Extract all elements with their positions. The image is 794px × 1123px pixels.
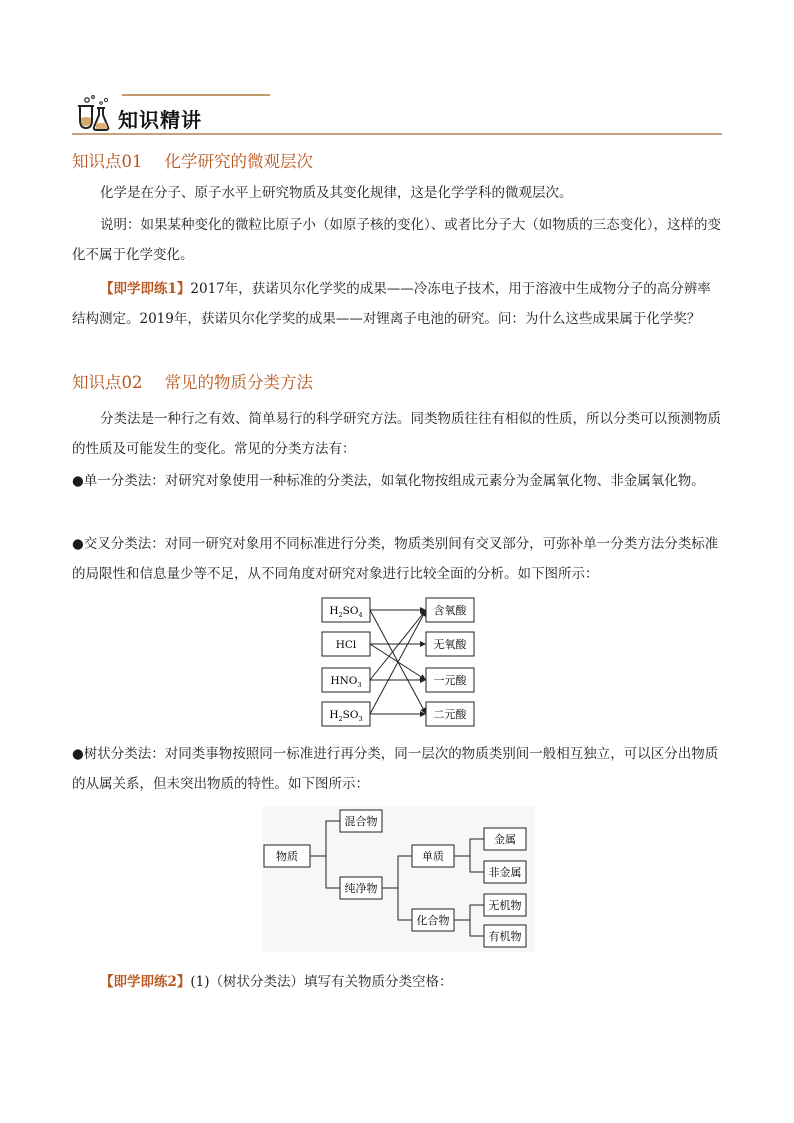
practice1-tag: 【即学即练1】 [100,281,191,297]
tree-classification-diagram [262,806,534,952]
section2-intro: 分类法是一种行之有效、简单易行的科学研究方法。同类物质往往有相似的性质，所以分类可以预测物质的性质及可能发生的变化。常见的分类方法有： [72,411,721,457]
banner-title: 知识精讲 [118,108,202,132]
left3-main: H [329,709,339,721]
left1-main: HCl [335,639,357,651]
right3-label: 二元酸 [433,708,467,721]
cross-right-box-2 [426,668,474,692]
left0-sub1: 2 [338,611,343,619]
cross-left-box-3 [322,702,370,726]
left3-mid: SO [342,709,359,721]
left2-main: HNO [330,675,358,687]
banner-bottom-line [72,133,722,135]
left2-sub2: 3 [357,681,362,689]
cross-right-box-0 [426,598,474,622]
practice1-paragraph [72,274,724,334]
section1-title: 化学研究的微观层次 [164,152,313,171]
tree-level3-0: 金属 [494,833,516,846]
tree-organic-box [484,925,526,947]
cross-right-box-1 [426,632,474,656]
left0-sub2: 4 [358,611,363,619]
right0-label: 含氧酸 [433,604,467,617]
practice1-text: 2017年，获诺贝尔化学奖的成果——冷冻电子技术，用于溶液中生成物分子的高分辨率结构测定。2019年，获诺贝尔化学奖的成果——对锂离子电池的研究。问：为什么这些成果属于化学奖？ [72,281,711,327]
tree-element-box [412,845,454,867]
tree-level1-0: 混合物 [344,815,378,828]
svg-text:H2SO4 [329,605,362,619]
tree-level1-1: 纯净物 [344,882,378,895]
tree-level3-3: 有机物 [488,930,522,943]
section1-paragraph-1: 化学是在分子、原子水平上研究物质及其变化规律，这是化学学科的微观层次。 [100,185,573,201]
practice2-paragraph [72,967,724,997]
left3-sub1: 2 [338,715,343,723]
section1-heading [72,148,313,172]
cross-classification-paragraph: ●交叉分类法：对同一研究对象用不同标准进行分类，物质类别间有交叉部分，可弥补单一分类方法分类标准的局限性和信息量少等不足，从不同角度对研究对象进行比较全面的分析。如下图所示： [72,536,719,582]
practice2-tag: 【即学即练2】 [100,974,191,990]
cross-classification-diagram [318,596,478,730]
tree-classification-paragraph: ●树状分类法：对同类事物按照同一标准进行再分类，同一层次的物质类别间一般相互独立，可以区分出物质的从属关系，但未突出物质的特性。如下图所示： [72,746,719,792]
cross-link-arrowhead [420,641,426,647]
left0-mid: SO [342,605,359,617]
tree-mixture-box [340,810,382,832]
tree-level3-1: 非金属 [488,866,522,879]
svg-text:HNO3 [330,675,361,689]
tree-metal-box [484,828,526,850]
right1-label: 无氧酸 [433,638,467,651]
tree-inorganic-box [484,894,526,916]
section2-heading [72,369,313,393]
tree-level3-2: 无机物 [488,899,522,912]
left0-main: H [329,605,339,617]
cross-left-box-2 [322,668,370,692]
cross-links [370,607,426,717]
cross-left-box-1 [322,632,370,656]
cross-right-box-3 [426,702,474,726]
tree-pure-box [340,877,382,899]
tree-nonmetal-box [484,861,526,883]
practice2-text: (1)（树状分类法）填写有关物质分类空格： [190,974,453,990]
cross-left-box-0 [322,598,370,622]
section2-number: 知识点02 [72,373,143,392]
tree-level2-0: 单质 [422,850,444,863]
flask-icon [72,94,112,134]
left3-sub2: 3 [358,715,363,723]
section1-number: 知识点01 [72,152,143,171]
tree-compound-box [412,909,454,931]
banner-top-line [122,94,270,96]
single-classification-paragraph: ●单一分类法：对研究对象使用一种标准的分类法，如氧化物按组成元素分为金属氧化物、非金属氧化物。 [72,473,705,489]
cross-link-line [370,610,426,680]
section-banner [72,92,722,136]
right2-label: 一元酸 [433,674,467,687]
tree-root-box [264,845,310,867]
section1-paragraph-2: 说明：如果某种变化的微粒比原子小（如原子核的变化）、或者比分子大（如物质的三态变化），这样的变化不属于化学变化。 [72,217,721,263]
section2-title: 常见的物质分类方法 [164,373,313,392]
tree-level2-1: 化合物 [416,914,450,927]
tree-root-label: 物质 [276,850,298,863]
svg-text:H2SO3 [329,709,362,723]
